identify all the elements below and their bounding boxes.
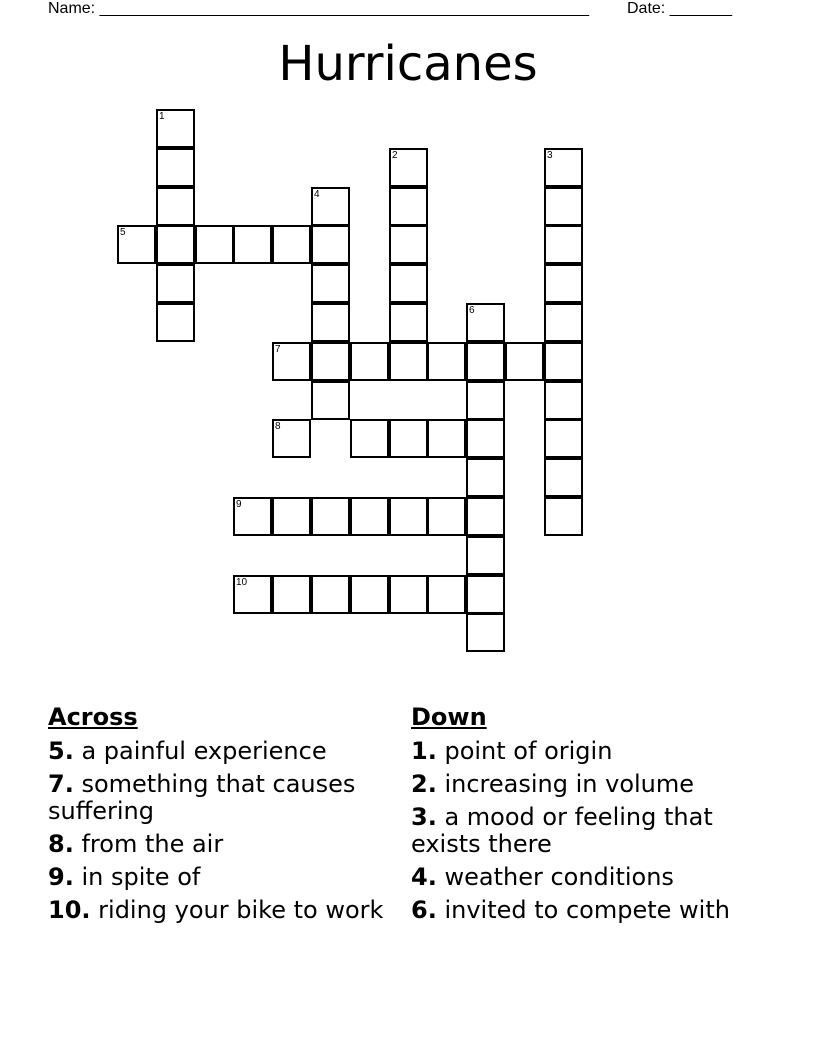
clue-text: something that causes suffering [48,770,356,825]
cell-number: 1 [159,111,165,122]
grid-cell[interactable] [466,458,505,497]
clue-number: 3. [411,803,437,831]
grid-cell[interactable] [544,303,583,342]
down-clue [411,864,761,891]
grid-cell[interactable] [156,264,195,303]
grid-cell[interactable] [544,264,583,303]
clue-number: 1. [411,737,437,765]
grid-cell[interactable] [156,148,195,187]
grid-cell[interactable] [389,264,428,303]
grid-cell[interactable] [389,419,428,458]
grid-cell[interactable] [466,342,505,381]
cell-number: 5 [120,227,126,238]
grid-cell[interactable] [233,497,272,536]
grid-cell[interactable] [389,303,428,342]
grid-cell[interactable] [544,419,583,458]
grid-cell[interactable] [544,458,583,497]
grid-cell[interactable] [389,148,428,187]
grid-cell[interactable] [233,575,272,614]
grid-cell[interactable] [466,575,505,614]
grid-cell[interactable] [311,575,350,614]
grid-cell[interactable] [389,187,428,226]
page-title: Hurricanes [278,36,538,92]
clue-number: 8. [48,830,74,858]
down-clue [411,804,761,858]
clue-text: riding your bike to work [98,896,384,924]
grid-cell[interactable] [156,109,195,148]
grid-cell[interactable] [156,303,195,342]
cell-number: 4 [314,189,320,200]
grid-cell[interactable] [389,225,428,264]
grid-cell[interactable] [427,342,466,381]
clue-number: 7. [48,770,74,798]
grid-cell[interactable] [156,225,195,264]
grid-cell[interactable] [544,381,583,420]
grid-cell[interactable] [272,575,311,614]
grid-cell[interactable] [233,225,272,264]
grid-cell[interactable] [389,342,428,381]
grid-cell[interactable] [427,575,466,614]
grid-cell[interactable] [544,187,583,226]
grid-cell[interactable] [311,264,350,303]
grid-cell[interactable] [466,381,505,420]
across-clue [48,897,388,924]
grid-cell[interactable] [350,419,389,458]
across-clue [48,831,388,858]
clue-number: 4. [411,863,437,891]
across-clue [48,864,388,891]
cell-number: 3 [547,150,553,161]
clue-text: invited to compete with [444,896,730,924]
clue-text: in spite of [81,863,201,891]
grid-cell[interactable] [505,342,544,381]
grid-cell[interactable] [389,497,428,536]
cell-number: 6 [469,305,475,316]
cell-number: 2 [392,150,398,161]
clue-number: 2. [411,770,437,798]
cell-number: 8 [275,421,281,432]
grid-cell[interactable] [117,225,156,264]
name-field-label: Name: _______________________________________________________ [48,0,589,17]
grid-cell[interactable] [311,342,350,381]
clue-text: from the air [81,830,224,858]
grid-cell[interactable] [466,303,505,342]
across-clue [48,771,388,825]
grid-cell[interactable] [427,497,466,536]
grid-cell[interactable] [544,148,583,187]
cell-number: 7 [275,344,281,355]
grid-cell[interactable] [311,187,350,226]
grid-cell[interactable] [544,497,583,536]
grid-cell[interactable] [544,225,583,264]
clue-text: weather conditions [444,863,674,891]
grid-cell[interactable] [427,419,466,458]
grid-cell[interactable] [466,536,505,575]
grid-cell[interactable] [466,613,505,652]
down-clue [411,771,761,798]
grid-cell[interactable] [311,381,350,420]
down-clues [411,702,761,924]
clue-text: increasing in volume [444,770,695,798]
cell-number: 10 [236,577,248,588]
across-clue [48,738,388,765]
grid-cell[interactable] [350,575,389,614]
across-clues [48,702,388,924]
grid-cell[interactable] [350,342,389,381]
down-clue [411,738,761,765]
down-heading: Down [411,703,487,731]
clue-text: a mood or feeling that exists there [411,803,713,858]
grid-cell[interactable] [466,497,505,536]
grid-cell[interactable] [272,342,311,381]
cell-number: 9 [236,499,242,510]
across-heading: Across [48,703,138,731]
clue-number: 10. [48,896,91,924]
grid-cell[interactable] [544,342,583,381]
grid-cell[interactable] [272,419,311,458]
grid-cell[interactable] [466,419,505,458]
clue-number: 5. [48,737,74,765]
clue-text: a painful experience [81,737,327,765]
grid-cell[interactable] [156,187,195,226]
grid-cell[interactable] [311,303,350,342]
grid-cell[interactable] [272,497,311,536]
grid-cell[interactable] [350,497,389,536]
down-clue [411,897,761,924]
clue-text: point of origin [444,737,613,765]
grid-cell[interactable] [311,225,350,264]
clue-number: 6. [411,896,437,924]
grid-cell[interactable] [389,575,428,614]
date-field-label: Date: _______ [627,0,732,17]
crossword-grid [117,109,584,654]
grid-cell[interactable] [311,497,350,536]
grid-cell[interactable] [272,225,311,264]
grid-cell[interactable] [195,225,234,264]
clue-number: 9. [48,863,74,891]
